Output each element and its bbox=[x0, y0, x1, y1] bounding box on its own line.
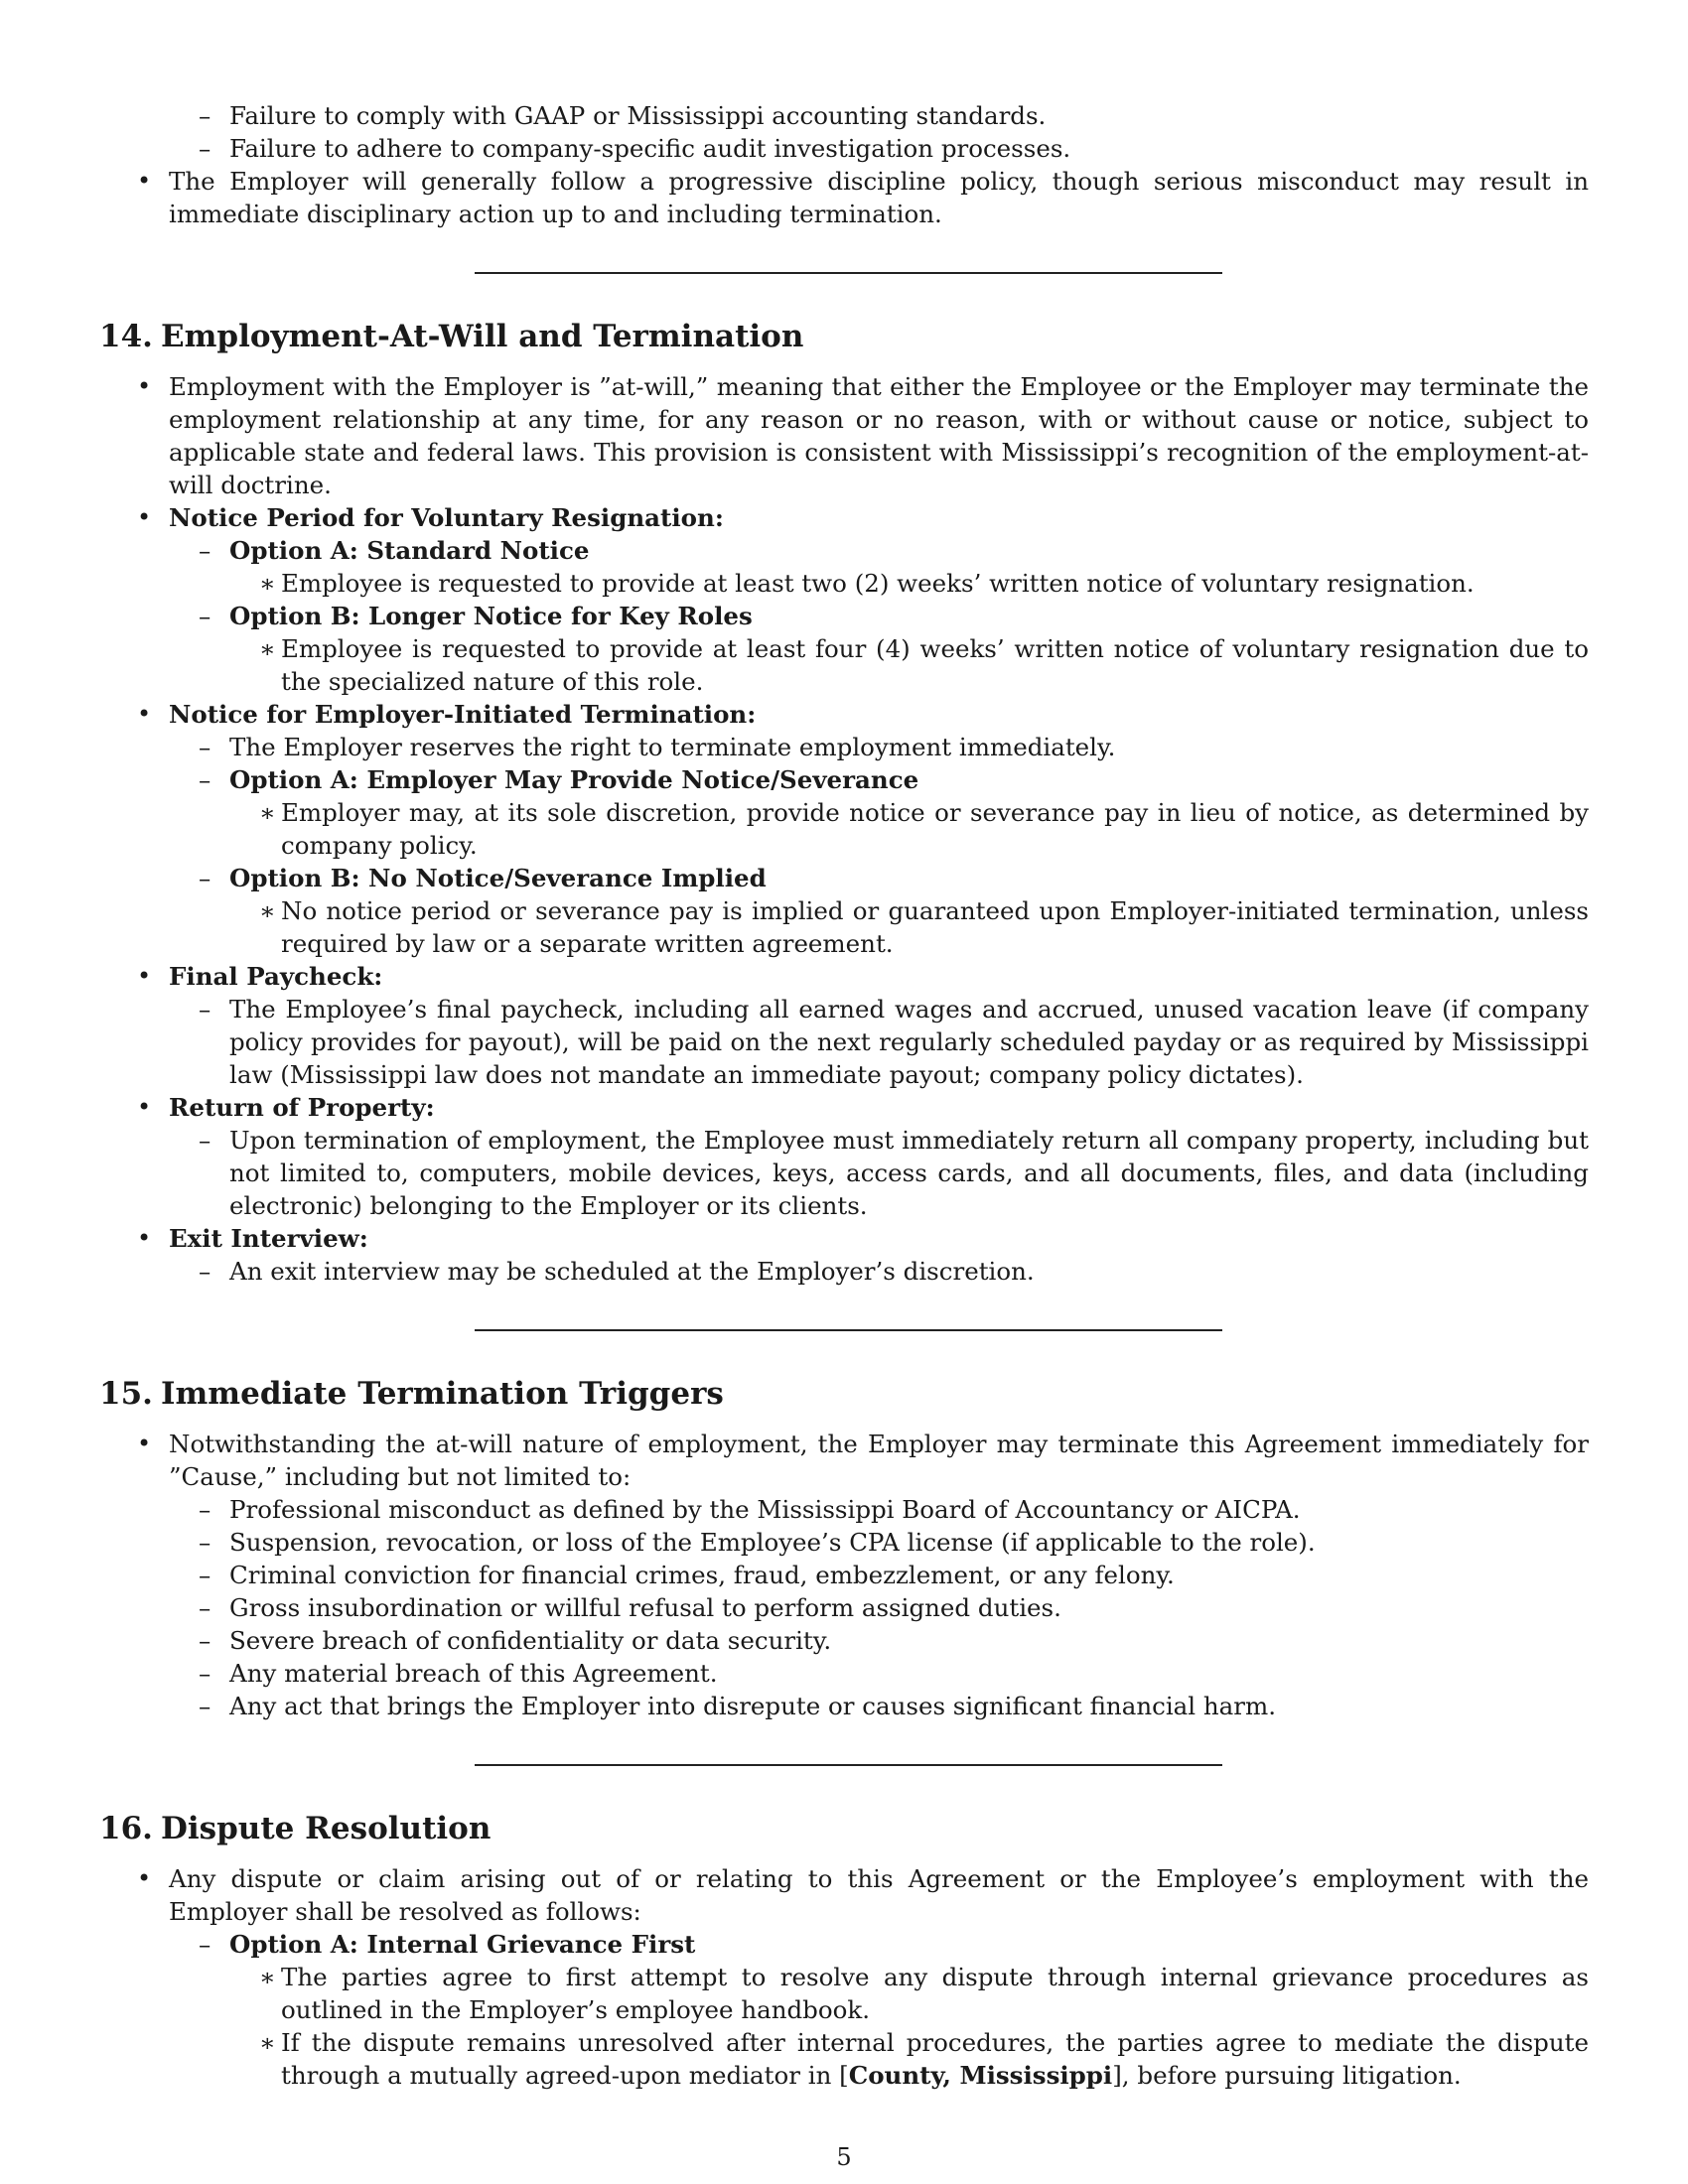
list-item: – Any material breach of this Agreement. bbox=[169, 1657, 1589, 1690]
page-content bbox=[99, 99, 1589, 2092]
sub-sub-list bbox=[229, 796, 1589, 862]
list-item bbox=[99, 960, 1589, 1091]
list-item bbox=[99, 1091, 1589, 1222]
section-16-list bbox=[99, 1862, 1589, 2092]
list-item: – Any act that brings the Employer into disrepute or causes significant financial harm. bbox=[169, 1690, 1589, 1722]
sub-list bbox=[169, 1928, 1589, 2092]
list-item: ∗ Employee is requested to provide at least four (4) weeks’ written notice of voluntary resignation due to the specialized nature of this role. bbox=[229, 632, 1589, 698]
list-item: – Failure to comply with GAAP or Mississippi accounting standards. bbox=[169, 99, 1589, 132]
sub-list bbox=[169, 1493, 1589, 1722]
placeholder-county: County, Mississippi bbox=[848, 2061, 1113, 2090]
section-number: 14. bbox=[99, 319, 153, 354]
list-item bbox=[169, 862, 1589, 960]
sub-sub-list bbox=[229, 567, 1589, 600]
item-heading: Final Paycheck: bbox=[169, 962, 383, 991]
sub-list bbox=[169, 993, 1589, 1091]
list-item bbox=[99, 1862, 1589, 2092]
list-item: – An exit interview may be scheduled at the Employer’s discretion. bbox=[169, 1255, 1589, 1288]
list-item: – Upon termination of employment, the Employee must immediately return all company property, including but not limited to, computers, mobile devices, keys, access cards, and all documents, files, and data (including electronic) belonging to the Employer or its clients. bbox=[169, 1124, 1589, 1222]
section-heading bbox=[99, 1374, 1589, 1414]
section-heading bbox=[99, 317, 1589, 356]
list-item: ∗ The parties agree to first attempt to resolve any dispute through internal grievance procedures as outlined in the Employer’s employee handbook. bbox=[229, 1961, 1589, 2026]
sub-sub-list bbox=[229, 632, 1589, 698]
item-heading: Exit Interview: bbox=[169, 1224, 368, 1253]
list-item bbox=[169, 534, 1589, 600]
list-item: – The Employee’s final paycheck, including all earned wages and accrued, unused vacation leave (if company policy provides for payout), will be paid on the next regularly scheduled payday or as required by Mississippi law (Mississippi law does not mandate an immediate payout; company policy dictates). bbox=[169, 993, 1589, 1091]
section-title: Employment-At-Will and Termination bbox=[161, 319, 804, 354]
list-item: – The Employer reserves the right to terminate employment immediately. bbox=[169, 731, 1589, 763]
list-item: – Professional misconduct as defined by the Mississippi Board of Accountancy or AICPA. bbox=[169, 1493, 1589, 1526]
list-item: – Gross insubordination or willful refusal to perform assigned duties. bbox=[169, 1591, 1589, 1624]
list-item: ∗ No notice period or severance pay is implied or guaranteed upon Employer-initiated termination, unless required by law or a separate written agreement. bbox=[229, 894, 1589, 960]
option-title: Option A: Standard Notice bbox=[229, 536, 590, 565]
list-item bbox=[99, 698, 1589, 960]
section-title: Immediate Termination Triggers bbox=[161, 1376, 724, 1412]
list-item: – Criminal conviction for financial crimes, fraud, embezzlement, or any felony. bbox=[169, 1559, 1589, 1591]
section-divider bbox=[475, 1764, 1222, 1766]
item-heading: Notice Period for Voluntary Resignation: bbox=[169, 503, 724, 532]
section-divider bbox=[475, 272, 1222, 274]
option-title: Option A: Internal Grievance First bbox=[229, 1930, 696, 1959]
section-heading bbox=[99, 1809, 1589, 1848]
list-item: • Employment with the Employer is ”at-will,” meaning that either the Employee or the Employer may terminate the employment relationship at any time, for any reason or no reason, with or without cause or notice, subject to applicable state and federal laws. This provision is consistent with Mississippi’s recognition of the employment-at-will doctrine. bbox=[99, 370, 1589, 501]
sub-list bbox=[169, 534, 1589, 698]
list-item bbox=[229, 2026, 1589, 2092]
list-item bbox=[169, 763, 1589, 862]
intro-sub-list bbox=[169, 99, 1589, 165]
intro-list bbox=[99, 165, 1589, 230]
item-text: Any dispute or claim arising out of or relating to this Agreement or the Employee’s employment with the Employer shall be resolved as follows: bbox=[169, 1864, 1589, 1926]
list-item bbox=[99, 501, 1589, 698]
list-item bbox=[169, 1928, 1589, 2092]
list-item bbox=[99, 1428, 1589, 1722]
section-15-list bbox=[99, 1428, 1589, 1722]
list-item: – Severe breach of confidentiality or data security. bbox=[169, 1624, 1589, 1657]
item-heading: Return of Property: bbox=[169, 1093, 435, 1122]
sub-list bbox=[169, 1255, 1589, 1288]
item-heading: Notice for Employer-Initiated Termination: bbox=[169, 700, 757, 729]
list-item: ∗ Employee is requested to provide at least two (2) weeks’ written notice of voluntary resignation. bbox=[229, 567, 1589, 600]
sub-list bbox=[169, 1124, 1589, 1222]
item-text: Notwithstanding the at-will nature of employment, the Employer may terminate this Agreement immediately for ”Cause,” including but not limited to: bbox=[169, 1430, 1589, 1491]
list-item bbox=[99, 1222, 1589, 1288]
section-title: Dispute Resolution bbox=[161, 1811, 492, 1846]
list-item: – Suspension, revocation, or loss of the Employee’s CPA license (if applicable to the role). bbox=[169, 1526, 1589, 1559]
list-item bbox=[169, 600, 1589, 698]
sub-sub-list bbox=[229, 894, 1589, 960]
sub-list bbox=[169, 731, 1589, 960]
option-title: Option B: No Notice/Severance Implied bbox=[229, 864, 767, 892]
list-item: • The Employer will generally follow a progressive discipline policy, though serious misconduct may result in immediate disciplinary action up to and including termination. bbox=[99, 165, 1589, 230]
item-text: ], before pursuing litigation. bbox=[1112, 2061, 1462, 2090]
section-number: 15. bbox=[99, 1376, 153, 1412]
option-title: Option B: Longer Notice for Key Roles bbox=[229, 602, 753, 630]
page-number: 5 bbox=[836, 2143, 852, 2171]
list-item: – Failure to adhere to company-specific audit investigation processes. bbox=[169, 132, 1589, 165]
sub-sub-list bbox=[229, 1961, 1589, 2092]
option-title: Option A: Employer May Provide Notice/Severance bbox=[229, 765, 919, 794]
list-item: ∗ Employer may, at its sole discretion, provide notice or severance pay in lieu of notice, as determined by company policy. bbox=[229, 796, 1589, 862]
item-text: If the dispute remains unresolved after internal procedures, the parties agree to mediate the dispute through a mutually agreed-upon mediator in [ bbox=[281, 2028, 1589, 2090]
section-divider bbox=[475, 1329, 1222, 1331]
section-number: 16. bbox=[99, 1811, 153, 1846]
section-14-list bbox=[99, 370, 1589, 1288]
